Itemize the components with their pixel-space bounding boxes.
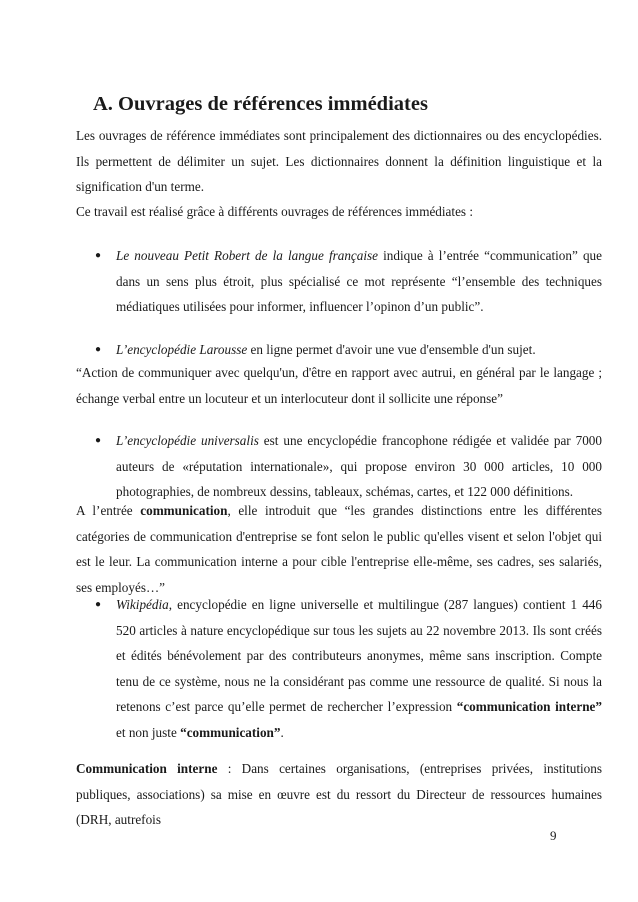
term-heading: Communication interne bbox=[76, 761, 218, 776]
section-title: A. Ouvrages de références immédiates bbox=[93, 93, 428, 115]
list-item-text: est une encyclopédie francophone rédigée et validée par 7000 auteurs de «réputation internationale», qui propose environ 30 000 articles, 10 000 photographies, de nombreux dessins, tableaux, schémas, cartes, et 122 000 définitions. bbox=[116, 433, 602, 499]
list-item-text: , encyclopédie en ligne universelle et multilingue (287 langues) contient 1 446 520 articles à nature encyclopédique sur tous les sujets au 22 novembre 2013. Ils sont créés et édités bénévolement par des contributeurs anonymes, même sans inscription. Compte tenu de ce système, nous ne la considérant pas comme une ressource de qualité. Si nous la retenons c’est parce qu’elle permet de rechercher l’expression bbox=[116, 597, 602, 714]
source-title: L’encyclopédie Larousse bbox=[116, 342, 248, 357]
bullet-icon: ● bbox=[95, 344, 102, 355]
emphasis: communication bbox=[140, 503, 228, 518]
list-item bbox=[95, 337, 602, 363]
list-item-text: indique à l’entrée “communication” que dans un sens plus étroit, plus spécialisé ce mot représente “l’ensemble des techniques médiatiques utilisées pour informer, influencer l’opinon d’un public”. bbox=[116, 248, 602, 314]
bullet-icon: ● bbox=[95, 435, 102, 446]
page-number: 9 bbox=[550, 828, 557, 843]
source-title: Le nouveau Petit Robert de la langue française bbox=[116, 248, 379, 263]
bullet-icon: ● bbox=[95, 250, 102, 261]
list-item bbox=[95, 428, 602, 505]
list-item-text: en ligne permet d'avoir une vue d'ensemble d'un sujet. bbox=[247, 342, 536, 357]
source-title: L’encyclopédie universalis bbox=[116, 433, 259, 448]
quote-paragraph: A l’entrée communication, elle introduit que “les grandes distinctions entre les différentes catégories de communication d'entreprise se font selon le public qu'elles visent et selon l'objet qui est le leur. La communication interne a pour cible l'entreprise elle-même, ses cadres, ses salariés, ses employés…” bbox=[76, 503, 602, 595]
quote-paragraph: “Action de communiquer avec quelqu'un, d'être en rapport avec autrui, en général par le langage ; échange verbal entre un locuteur et un interlocuteur dont il sollicite une réponse” bbox=[76, 365, 602, 406]
bullet-icon: ● bbox=[95, 599, 102, 610]
closing-paragraph: Communication interne : Dans certaines organisations, (entreprises privées, institutions publiques, associations) sa mise en œuvre est du ressort du Directeur de ressources humaines (DRH, autrefois bbox=[76, 761, 602, 827]
intro-paragraph-2: Ce travail est réalisé grâce à différents ouvrages de références immédiates : bbox=[76, 204, 474, 219]
source-title: Wikipédia bbox=[116, 597, 169, 612]
emphasis: “communication” bbox=[180, 724, 281, 740]
intro-paragraph: Les ouvrages de référence immédiates sont principalement des dictionnaires ou des encyclopédies. Ils permettent de délimiter un sujet. Les dictionnaires donnent la définition linguistique et la signification d'un terme. bbox=[76, 128, 602, 194]
list-item: ● Wikipédia, encyclopédie en ligne universelle et multilingue (287 langues) contient 1 446 520 articles à nature encyclopédique sur tous les sujets au 22 novembre 2013. Ils sont créés et édités bénévolement par des contributeurs anonymes, même sans inscription. Compte tenu de ce système, nous ne la considérant pas comme une ressource de qualité. Si nous la retenons c’est parce qu’elle permet de rechercher l’expression “communication interne” et non juste “communication”. bbox=[116, 592, 602, 745]
emphasis: “communication interne” bbox=[456, 699, 602, 714]
list-item bbox=[95, 243, 602, 320]
